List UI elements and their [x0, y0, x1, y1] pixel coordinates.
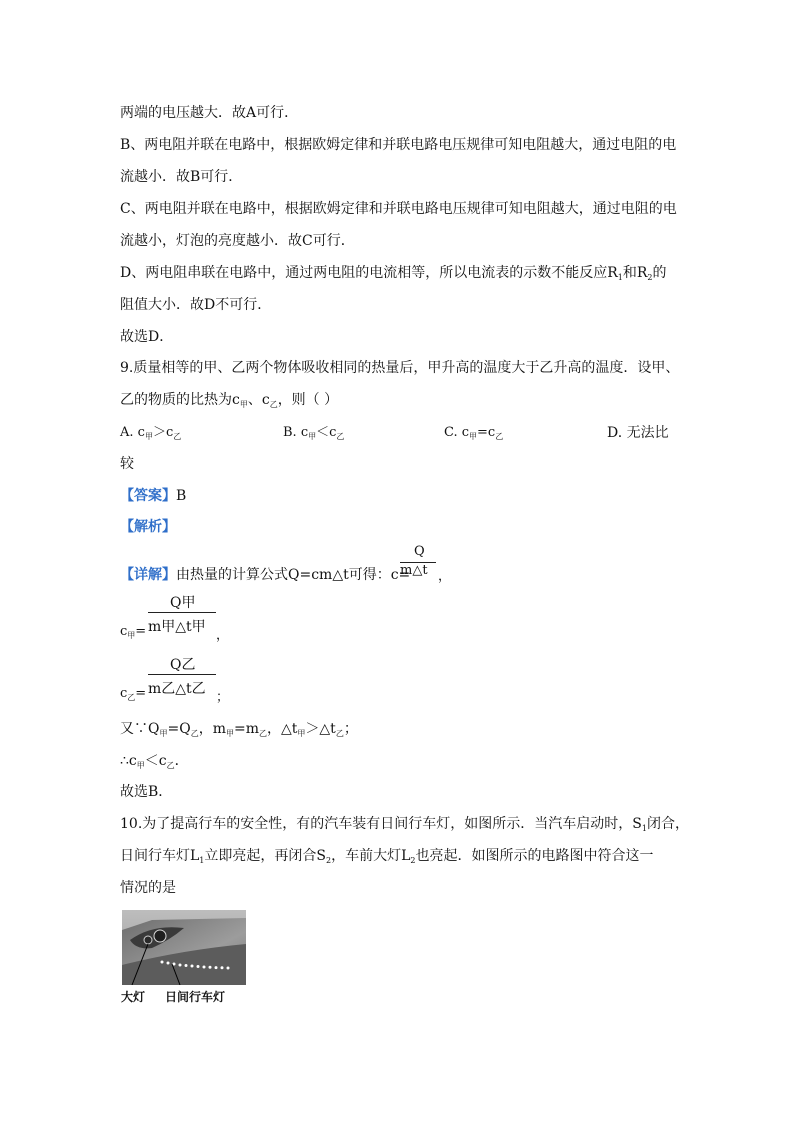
- since-sub6: 乙: [335, 729, 344, 738]
- q9-stem-pre: 乙的物质的比热为c: [120, 392, 240, 408]
- since-sub3: 甲: [225, 729, 234, 738]
- q9-stem-post: ，则（ ）: [277, 392, 339, 408]
- formula-yi-den: m乙△t乙: [148, 681, 206, 697]
- q9-option-b: [283, 424, 344, 446]
- prev-answer-line-a: 两端的电压越大．故A可行．: [120, 105, 299, 121]
- formula-jia-num: Q甲: [170, 595, 196, 611]
- q10-l2-sub: 2: [410, 856, 416, 865]
- formula-jia-bar: [148, 612, 216, 613]
- q9-therefore-line: [120, 752, 189, 775]
- opt-b-pre: B. c: [283, 425, 309, 440]
- opt-c-sub1: 甲: [469, 432, 478, 441]
- formula-yi-bar: [148, 674, 216, 675]
- prev-answer-line-b2: 流越小．故B可行．: [120, 169, 243, 185]
- car-headlight-photo: [122, 910, 246, 985]
- d-text-pre: D、两电阻串联在电路中，通过两电阻的电流相等，所以电流表的示数不能反应R: [120, 265, 618, 281]
- prev-answer-line-d2: 阻值大小．故D不可行．: [120, 297, 272, 313]
- car-illustration: [122, 910, 246, 985]
- formula-main-den: m△t: [400, 563, 428, 578]
- opt-c-pre: C. c: [444, 425, 470, 440]
- q9-stem-line2: [120, 391, 338, 414]
- d-sub-2: 2: [647, 273, 653, 282]
- q9-stem-line1: 9.质量相等的甲、乙两个物体吸收相同的热量后，甲升高的温度大于乙升高的温度．设甲、: [120, 360, 680, 376]
- q10-line1-post: 闭合，: [646, 816, 689, 832]
- q9-sub-yi: 乙: [269, 400, 278, 409]
- q10-line2-mid: 立即亮起，再闭合S: [204, 848, 326, 864]
- since-sub4: 乙: [259, 729, 267, 738]
- opt-b-sub2: 乙: [336, 432, 345, 441]
- answer-label: 【答案】: [120, 488, 176, 504]
- since-p1: 又∵Q: [120, 721, 160, 737]
- formula-main-tail: ，: [438, 569, 452, 584]
- opt-c-sub2: 乙: [495, 432, 504, 441]
- q10-line2-mid2: ，车前大灯L: [331, 848, 411, 864]
- formula-yi-num: Q乙: [170, 657, 196, 673]
- detail-label: 【详解】: [120, 567, 176, 583]
- q10-stem-line1: [120, 815, 689, 838]
- prev-answer-line-c1: C、两电阻并联在电路中，根据欧姆定律和并联电路电压规律可知电阻越大，通过电阻的电: [120, 201, 677, 217]
- therefore-sub1: 甲: [136, 761, 145, 770]
- formula-yi-lhs: $c_乙=$: [120, 686, 147, 702]
- q9-option-d-cont: 较: [120, 456, 134, 472]
- q10-stem-line2: [120, 847, 653, 870]
- opt-a-mid: ＞c: [152, 425, 174, 440]
- q9-select: 故选B．: [120, 784, 173, 800]
- since-p6: ＞△t: [305, 721, 336, 737]
- d-text-post: 的: [652, 265, 667, 281]
- q9-sub-jia: 甲: [239, 400, 248, 409]
- formula-jia-tail: ，: [216, 628, 230, 643]
- q10-line2-pre: 日间行车灯L: [120, 848, 200, 864]
- q10-s2-sub: 2: [325, 856, 332, 865]
- q9-answer: [120, 487, 186, 505]
- formula-yi: [120, 654, 280, 705]
- analysis-label: 【解析】: [120, 519, 176, 535]
- since-p2: =Q: [167, 721, 191, 737]
- therefore-p3: ．: [174, 753, 189, 769]
- detail-text: 由热量的计算公式Q=cm△t可得：c=: [176, 567, 411, 583]
- since-p4: =m: [233, 721, 259, 737]
- prev-answer-line-b1: B、两电阻并联在电路中，根据欧姆定律和并联电路电压规律可知电阻越大，通过电阻的电: [120, 137, 677, 153]
- therefore-sub2: 乙: [166, 761, 175, 770]
- q10-line1-pre: 10.为了提高行车的安全性，有的汽车装有日间行车灯，如图所示．当汽车启动时，S: [120, 816, 642, 832]
- opt-a-pre: A. c: [120, 425, 145, 440]
- q9-detail: [120, 566, 410, 584]
- opt-a-sub2: 乙: [173, 432, 182, 441]
- since-sub1: 甲: [159, 729, 168, 738]
- caption-headlight: 大灯: [121, 990, 146, 1004]
- formula-jia-den: m甲△t甲: [148, 619, 206, 635]
- q10-stem-line3: 情况的是: [120, 880, 176, 896]
- therefore-p2: ＜c: [144, 753, 167, 769]
- since-p5: ，△t: [267, 721, 298, 737]
- prev-answer-select: 故选D．: [120, 329, 174, 345]
- formula-main: [398, 544, 478, 584]
- caption-daytime-light: 日间行车灯: [165, 990, 226, 1004]
- d-text-mid: 和R: [622, 265, 648, 281]
- q9-analysis: [120, 518, 176, 536]
- opt-b-sub1: 甲: [308, 432, 317, 441]
- q9-since-line: [120, 720, 358, 743]
- opt-b-mid: ＜c: [316, 425, 337, 440]
- q9-option-c: [444, 424, 503, 446]
- q10-s1-sub: 1: [641, 824, 647, 833]
- since-sub5: 甲: [297, 729, 306, 738]
- formula-jia: [120, 592, 280, 643]
- opt-a-sub1: 甲: [144, 432, 153, 441]
- q10-line2-post: 也亮起．如图所示的电路图中符合这一: [415, 848, 654, 864]
- therefore-p1: ∴c: [120, 753, 137, 769]
- formula-yi-tail: ；: [216, 690, 230, 705]
- q9-option-a: [120, 424, 181, 446]
- prev-answer-line-c2: 流越小，灯泡的亮度越小．故C可行．: [120, 233, 355, 249]
- q10-l1-sub: 1: [199, 856, 205, 865]
- q9-stem-sep: 、c: [247, 392, 270, 408]
- opt-c-mid: =c: [477, 425, 496, 440]
- formula-jia-lhs: $c_甲=$: [120, 624, 147, 640]
- answer-value: B: [176, 488, 187, 504]
- since-sub2: 乙: [190, 729, 199, 738]
- since-p7: ；: [343, 721, 358, 737]
- prev-answer-line-d1: [120, 264, 667, 287]
- since-p3: ，m: [198, 721, 226, 737]
- formula-main-num: Q: [414, 544, 425, 559]
- d-sub-1: 1: [617, 273, 623, 282]
- q9-option-d: D. 无法比: [607, 425, 669, 441]
